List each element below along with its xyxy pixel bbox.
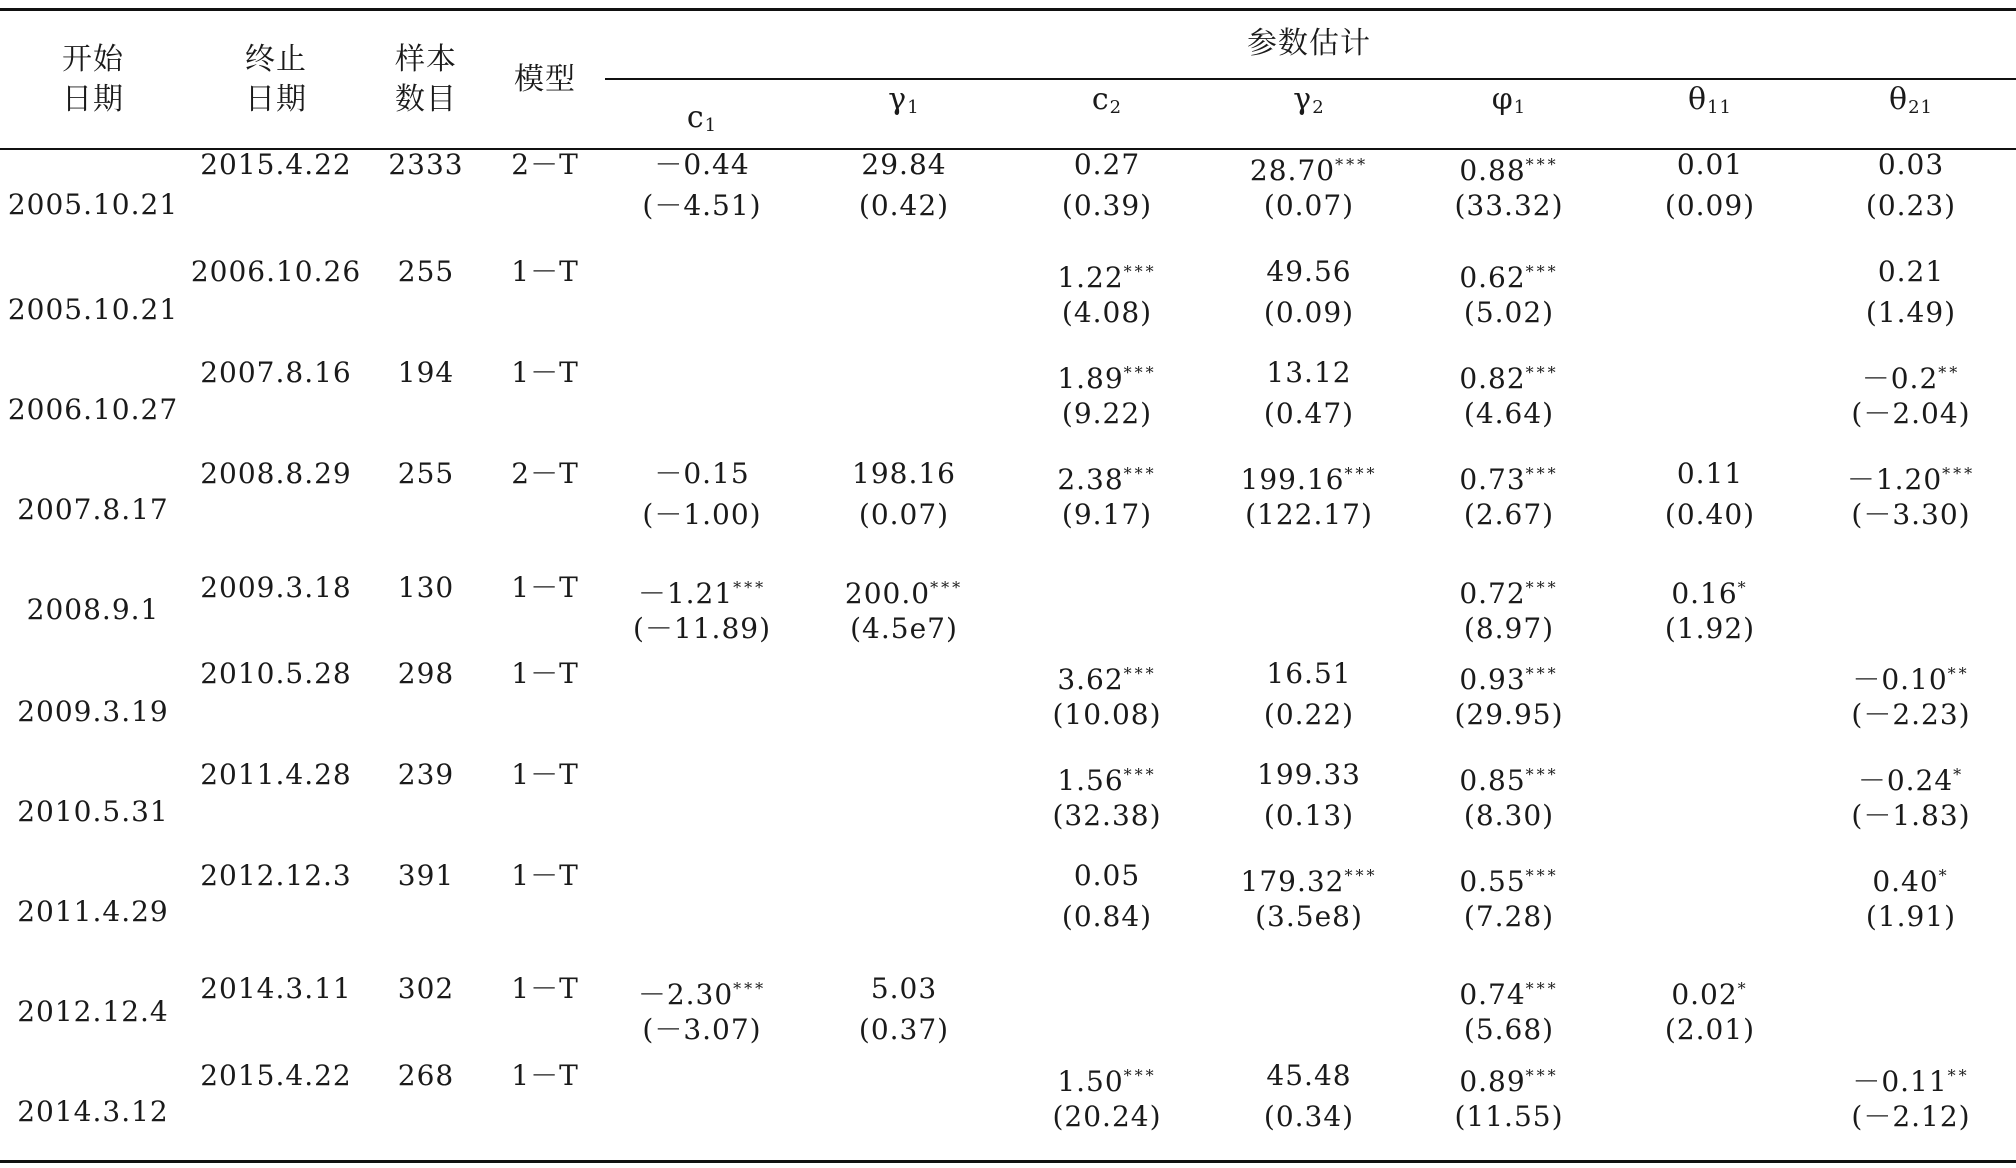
significance-stars: ***	[1525, 1066, 1559, 1085]
sample-size-cell: 391	[397, 859, 455, 892]
t-statistic-cell: (122.17)	[1245, 498, 1373, 531]
sample-size-cell: 194	[397, 356, 455, 389]
t-statistic-cell: (0.22)	[1263, 698, 1355, 731]
start-date-cell: 2008.9.1	[26, 593, 160, 626]
significance-stars: **	[1947, 1066, 1970, 1085]
estimate-cell	[1057, 356, 1156, 396]
param-symbol: c	[686, 100, 705, 135]
estimate-value: 0.03	[1877, 148, 1945, 181]
end-date-cell: 2015.4.22	[200, 1059, 352, 1092]
estimate-value: 0.27	[1073, 148, 1141, 181]
param-symbol: θ	[1889, 82, 1909, 117]
t-statistic-cell: (3.5e8)	[1255, 900, 1363, 933]
t-statistic-cell: (2.67)	[1463, 498, 1555, 531]
estimate-cell	[1057, 457, 1156, 497]
estimate-cell	[871, 972, 937, 1006]
significance-stars: ***	[1123, 664, 1157, 683]
header-sample-size-line2: 数目	[395, 82, 457, 117]
start-date-cell: 2007.8.17	[17, 493, 169, 526]
estimate-value: 179.32	[1240, 865, 1345, 898]
t-statistic-cell: (7.28)	[1463, 900, 1555, 933]
model-cell: 2－T	[511, 148, 579, 181]
model-cell: 1－T	[511, 571, 579, 604]
estimate-value: 199.33	[1257, 758, 1361, 791]
estimate-value: －1.20	[1846, 463, 1943, 496]
t-statistic-cell: (32.38)	[1052, 799, 1162, 832]
model-cell: 1－T	[511, 356, 579, 389]
end-date-cell: 2009.3.18	[200, 571, 352, 604]
t-statistic-cell: (0.37)	[858, 1013, 950, 1046]
model-cell: 2－T	[511, 457, 579, 490]
significance-stars: *	[1737, 979, 1749, 998]
param-symbol: θ	[1688, 82, 1708, 117]
estimate-cell	[1241, 457, 1378, 497]
significance-stars: ***	[1344, 464, 1378, 483]
sample-size-cell: 302	[397, 972, 455, 1005]
end-date-cell: 2006.10.26	[190, 255, 362, 288]
estimate-cell	[1852, 1059, 1969, 1099]
significance-stars: ***	[1942, 464, 1976, 483]
header-start-date-line2: 日期	[62, 82, 124, 117]
estimate-cell	[638, 972, 766, 1012]
estimate-value: 0.93	[1459, 663, 1526, 696]
t-statistic-cell: (33.32)	[1454, 189, 1564, 222]
estimate-cell	[852, 457, 956, 491]
t-statistic-cell: (－3.07)	[642, 1013, 762, 1046]
param-header-6	[1889, 80, 1933, 128]
estimate-cell	[638, 571, 766, 611]
significance-stars: ***	[1525, 979, 1559, 998]
estimate-cell	[1459, 1059, 1558, 1099]
param-header-2	[1092, 80, 1122, 128]
estimate-value: 1.22	[1057, 261, 1124, 294]
estimate-cell	[1266, 657, 1351, 691]
estimate-value: 2.38	[1057, 463, 1124, 496]
param-subscript: 1	[907, 97, 920, 118]
estimate-value: 0.74	[1459, 978, 1526, 1011]
significance-stars: ***	[1123, 1066, 1157, 1085]
t-statistic-cell: (0.07)	[1263, 189, 1355, 222]
param-subscript: 2	[1109, 97, 1123, 118]
estimate-value: 0.21	[1877, 255, 1945, 288]
param-header-5	[1688, 80, 1732, 128]
sample-size-cell: 130	[397, 571, 455, 604]
estimate-cell	[1847, 457, 1975, 497]
significance-stars: ***	[1525, 262, 1559, 281]
t-statistic-cell: (9.17)	[1061, 498, 1153, 531]
sample-size-cell: 268	[397, 1059, 455, 1092]
estimate-cell	[1677, 148, 1743, 182]
estimate-cell	[1057, 657, 1156, 697]
estimate-cell	[1459, 758, 1558, 798]
param-subscript: 2	[1312, 97, 1325, 118]
significance-stars: ***	[1525, 866, 1559, 885]
estimate-value: 49.56	[1266, 255, 1352, 288]
significance-stars: ***	[1525, 464, 1559, 483]
significance-stars: ***	[1123, 464, 1157, 483]
t-statistic-cell: (－1.83)	[1851, 799, 1971, 832]
estimate-value: 0.73	[1459, 463, 1526, 496]
estimate-cell	[654, 457, 749, 491]
t-statistic-cell: (20.24)	[1052, 1100, 1162, 1133]
estimate-value: 0.02	[1671, 978, 1738, 1011]
start-date-cell: 2010.5.31	[17, 795, 169, 828]
t-statistic-cell: (5.68)	[1463, 1013, 1555, 1046]
estimate-value: 0.11	[1676, 457, 1744, 490]
header-sample-size-line1: 样本	[395, 42, 457, 77]
t-statistic-cell: (1.91)	[1865, 900, 1957, 933]
estimate-cell	[1459, 356, 1558, 396]
estimate-cell	[1459, 457, 1558, 497]
model-cell: 1－T	[511, 972, 579, 1005]
t-statistic-cell: (0.09)	[1664, 189, 1756, 222]
sample-size-cell: 239	[397, 758, 455, 791]
t-statistic-cell: (0.40)	[1664, 498, 1756, 531]
estimate-cell	[861, 148, 946, 182]
model-cell: 1－T	[511, 1059, 579, 1092]
t-statistic-cell: (1.49)	[1865, 296, 1957, 329]
estimate-value: 45.48	[1266, 1059, 1352, 1092]
t-statistic-cell: (4.5e7)	[850, 612, 958, 645]
param-subscript: 21	[1908, 97, 1933, 118]
significance-stars: *	[1737, 578, 1749, 597]
param-subscript: 1	[704, 115, 718, 136]
end-date-cell: 2012.12.3	[200, 859, 352, 892]
t-statistic-cell: (10.08)	[1052, 698, 1162, 731]
t-statistic-cell: (－2.23)	[1851, 698, 1971, 731]
header-start-date	[62, 40, 124, 120]
t-statistic-cell: (4.08)	[1061, 296, 1153, 329]
estimate-value: 28.70	[1249, 154, 1336, 187]
param-subscript: 1	[1513, 97, 1527, 118]
significance-stars: *	[1953, 765, 1965, 784]
estimate-cell	[1459, 255, 1558, 295]
t-statistic-cell: (5.02)	[1463, 296, 1555, 329]
param-header-1	[888, 80, 919, 128]
estimate-cell	[1459, 657, 1558, 697]
header-param-group: 参数估计	[1247, 26, 1371, 61]
significance-stars: ***	[1525, 155, 1559, 174]
t-statistic-cell: (8.97)	[1463, 612, 1555, 645]
start-date-cell: 2005.10.21	[7, 293, 179, 326]
estimate-cell	[1057, 758, 1156, 798]
significance-stars: **	[1947, 664, 1970, 683]
significance-stars: ***	[733, 578, 767, 597]
significance-stars: ***	[1123, 262, 1157, 281]
end-date-cell: 2015.4.22	[200, 148, 352, 181]
param-subscript: 11	[1707, 97, 1732, 118]
significance-stars: ***	[1525, 363, 1559, 382]
estimate-value: －0.24	[1857, 764, 1954, 797]
t-statistic-cell: (29.95)	[1454, 698, 1564, 731]
start-date-cell: 2012.12.4	[17, 995, 169, 1028]
header-end-date-line1: 终止	[245, 42, 307, 77]
estimate-value: －0.11	[1852, 1065, 1948, 1098]
estimate-value: 0.62	[1459, 261, 1526, 294]
t-statistic-cell: (9.22)	[1061, 397, 1153, 430]
estimate-cell	[1459, 972, 1558, 1012]
t-statistic-cell: (0.07)	[858, 498, 950, 531]
param-header-0	[687, 98, 717, 146]
t-statistic-cell: (0.23)	[1865, 189, 1957, 222]
estimate-cell	[1257, 758, 1361, 792]
estimate-cell	[1074, 859, 1140, 893]
estimate-value: 0.16	[1671, 577, 1738, 610]
header-end-date	[245, 40, 307, 120]
significance-stars: ***	[930, 578, 964, 597]
significance-stars: ***	[1335, 155, 1369, 174]
header-start-date-line1: 开始	[62, 42, 124, 77]
estimate-cell	[1677, 457, 1743, 491]
estimate-cell	[1241, 859, 1378, 899]
estimate-cell	[1671, 571, 1748, 611]
estimate-value: 13.12	[1266, 356, 1352, 389]
estimate-cell	[1057, 255, 1156, 295]
sample-size-cell: 255	[397, 457, 455, 490]
start-date-cell: 2011.4.29	[17, 895, 169, 928]
estimate-cell	[1459, 859, 1558, 899]
estimate-cell	[1671, 972, 1748, 1012]
estimate-cell	[1266, 356, 1351, 390]
significance-stars: **	[1938, 363, 1961, 382]
estimate-value: 0.88	[1459, 154, 1526, 187]
bottom-rule	[0, 1160, 2016, 1163]
estimate-cell	[1266, 255, 1351, 289]
significance-stars: ***	[1123, 363, 1157, 382]
top-rule	[0, 8, 2016, 11]
estimate-value: 0.85	[1459, 764, 1526, 797]
estimate-value: －0.2	[1861, 362, 1939, 395]
end-date-cell: 2014.3.11	[200, 972, 352, 1005]
model-cell: 1－T	[511, 657, 579, 690]
estimate-cell	[1872, 859, 1949, 899]
t-statistic-cell: (－2.04)	[1851, 397, 1971, 430]
t-statistic-cell: (11.55)	[1454, 1100, 1564, 1133]
estimate-cell	[1878, 148, 1944, 182]
param-header-3	[1293, 80, 1324, 128]
t-statistic-cell: (0.47)	[1263, 397, 1355, 430]
estimate-value: 1.56	[1057, 764, 1124, 797]
param-symbol: c	[1091, 82, 1110, 117]
significance-stars: ***	[1525, 664, 1559, 683]
t-statistic-cell: (－3.30)	[1851, 498, 1971, 531]
sample-size-cell: 2333	[388, 148, 464, 181]
estimate-value: 16.51	[1266, 657, 1352, 690]
estimate-cell	[1459, 571, 1558, 611]
param-symbol: γ	[1293, 82, 1313, 117]
estimate-cell	[1057, 1059, 1156, 1099]
header-model: 模型	[514, 62, 576, 97]
estimate-value: 200.0	[844, 577, 931, 610]
t-statistic-cell: (0.09)	[1263, 296, 1355, 329]
model-cell: 1－T	[511, 255, 579, 288]
end-date-cell: 2010.5.28	[200, 657, 352, 690]
estimate-value: 5.03	[870, 972, 938, 1005]
estimate-cell	[1459, 148, 1558, 188]
t-statistic-cell: (0.34)	[1263, 1100, 1355, 1133]
end-date-cell: 2007.8.16	[200, 356, 352, 389]
estimate-value: －0.44	[654, 148, 750, 181]
estimate-cell	[845, 571, 963, 611]
start-date-cell: 2005.10.21	[7, 188, 179, 221]
model-cell: 1－T	[511, 859, 579, 892]
start-date-cell: 2014.3.12	[17, 1095, 169, 1128]
estimate-value: －1.21	[637, 577, 734, 610]
significance-stars: ***	[1525, 765, 1559, 784]
end-date-cell: 2008.8.29	[200, 457, 352, 490]
header-sample-size	[395, 40, 457, 120]
estimate-value: －0.10	[1852, 663, 1948, 696]
estimate-cell	[1878, 255, 1944, 289]
t-statistic-cell: (1.92)	[1664, 612, 1756, 645]
estimate-cell	[1858, 758, 1964, 798]
significance-stars: *	[1938, 866, 1950, 885]
t-statistic-cell: (－1.00)	[642, 498, 762, 531]
significance-stars: ***	[1525, 578, 1559, 597]
estimate-cell	[1074, 148, 1140, 182]
estimate-value: 198.16	[852, 457, 956, 490]
estimate-cell	[1862, 356, 1961, 396]
t-statistic-cell: (－4.51)	[642, 189, 762, 222]
estimate-value: 0.55	[1459, 865, 1526, 898]
sample-size-cell: 255	[397, 255, 455, 288]
estimate-value: 0.82	[1459, 362, 1526, 395]
estimate-value: 29.84	[861, 148, 947, 181]
estimate-value: －0.15	[654, 457, 750, 490]
estimate-value: 0.89	[1459, 1065, 1526, 1098]
end-date-cell: 2011.4.28	[200, 758, 352, 791]
start-date-cell: 2006.10.27	[7, 393, 179, 426]
estimate-cell	[654, 148, 749, 182]
estimate-value: 0.40	[1872, 865, 1939, 898]
t-statistic-cell: (0.39)	[1061, 189, 1153, 222]
estimate-cell	[1852, 657, 1969, 697]
t-statistic-cell: (2.01)	[1664, 1013, 1756, 1046]
param-symbol: γ	[888, 82, 908, 117]
estimate-value: 3.62	[1057, 663, 1124, 696]
t-statistic-cell: (0.13)	[1263, 799, 1355, 832]
t-statistic-cell: (－2.12)	[1851, 1100, 1971, 1133]
estimate-value: －2.30	[637, 978, 734, 1011]
param-symbol: φ	[1491, 82, 1514, 117]
significance-stars: ***	[1344, 866, 1378, 885]
estimate-cell	[1250, 148, 1368, 188]
estimate-value: 1.50	[1057, 1065, 1124, 1098]
estimate-value: 1.89	[1057, 362, 1124, 395]
estimate-cell	[1266, 1059, 1351, 1093]
estimate-value: 199.16	[1240, 463, 1345, 496]
estimate-value: 0.01	[1676, 148, 1744, 181]
start-date-cell: 2009.3.19	[17, 695, 169, 728]
header-end-date-line2: 日期	[245, 82, 307, 117]
param-header-4	[1492, 80, 1526, 128]
significance-stars: ***	[1123, 765, 1157, 784]
estimate-value: 0.05	[1073, 859, 1141, 892]
t-statistic-cell: (8.30)	[1463, 799, 1555, 832]
sample-size-cell: 298	[397, 657, 455, 690]
model-cell: 1－T	[511, 758, 579, 791]
significance-stars: ***	[733, 979, 767, 998]
t-statistic-cell: (0.42)	[858, 189, 950, 222]
estimate-value: 0.72	[1459, 577, 1526, 610]
t-statistic-cell: (4.64)	[1463, 397, 1555, 430]
t-statistic-cell: (0.84)	[1061, 900, 1153, 933]
t-statistic-cell: (－11.89)	[632, 612, 772, 645]
